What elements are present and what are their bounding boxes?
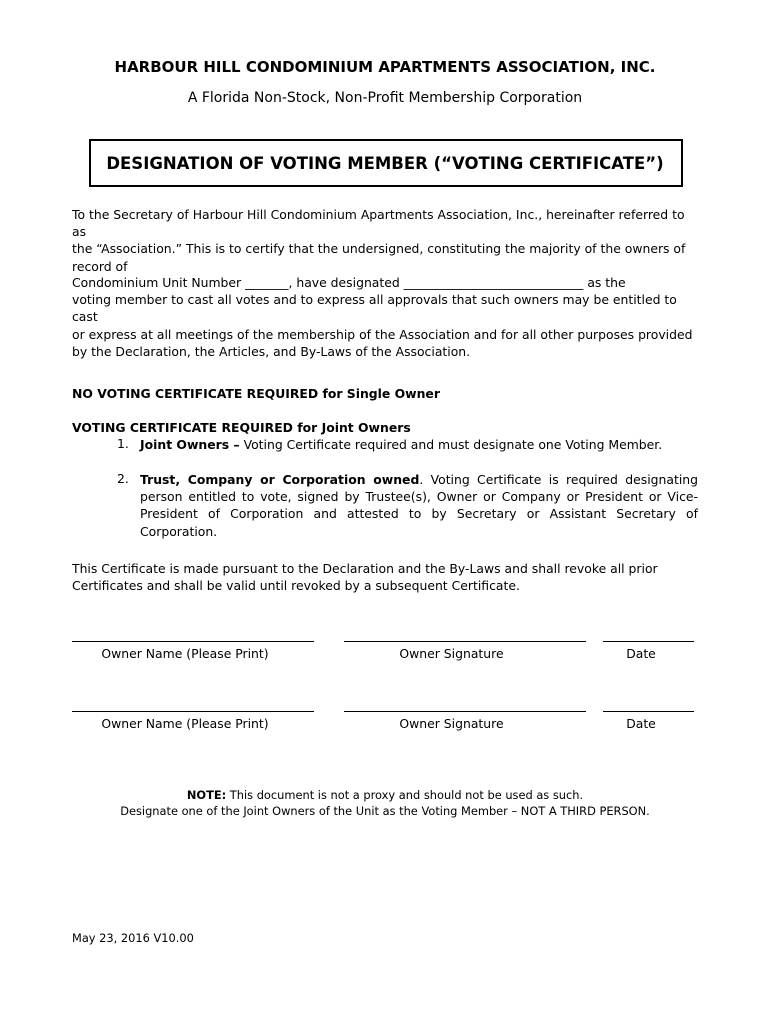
intro-line: the “Association.” This is to certify that the undersigned, constituting the majority of the owners of xyxy=(72,241,686,257)
designation-line: by the Declaration, the Articles, and By-Laws of the Association. xyxy=(72,343,471,359)
designation-paragraph xyxy=(72,274,700,360)
list-item-label: Trust, Company or Corporation owned xyxy=(140,472,420,487)
list-number: 2. xyxy=(117,471,129,486)
closing-line: Certificates and shall be valid until revoked by a subsequent Certificate. xyxy=(72,578,520,594)
as-the-text: as the xyxy=(587,275,626,290)
list-number: 1. xyxy=(117,436,129,451)
owner-name-line[interactable] xyxy=(72,641,314,642)
closing-line: This Certificate is made pursuant to the Declaration and the By-Laws and shall revoke all prior xyxy=(72,561,658,576)
intro-line: To the Secretary of Harbour Hill Condominium Apartments Association, Inc., hereinafter referred to as xyxy=(72,207,685,240)
owner-name-label: Owner Name (Please Print) xyxy=(101,646,269,661)
intro-line: record of xyxy=(72,258,128,274)
note xyxy=(0,787,770,819)
designation-line: voting member to cast all votes and to express all approvals that such owners may be entitled to cast xyxy=(72,292,677,325)
note-text: This document is not a proxy and should not be used as such. xyxy=(226,788,584,802)
list-item-text: . Voting Certificate is required designating xyxy=(419,472,698,487)
list-item-trust-company xyxy=(140,471,698,540)
list-item-line xyxy=(140,471,698,488)
owner-signature-line[interactable] xyxy=(344,641,586,642)
date-line[interactable] xyxy=(603,641,694,642)
voting-member-field[interactable]: _____________________________ xyxy=(403,275,584,290)
owner-name-label: Owner Name (Please Print) xyxy=(101,716,269,731)
unit-number-field[interactable]: _______ xyxy=(245,275,289,290)
date-label: Date xyxy=(626,716,656,731)
organization-subtitle: A Florida Non-Stock, Non-Profit Membership Corporation xyxy=(187,90,583,106)
designated-text: , have designated xyxy=(288,275,400,290)
date-label: Date xyxy=(626,646,656,661)
unit-number-label: Condominium Unit Number xyxy=(72,275,242,290)
list-item-label: Joint Owners – xyxy=(140,437,240,452)
intro-paragraph xyxy=(72,206,700,275)
list-item-line: person entitled to vote, signed by Trustee(s), Owner or Company or President or Vice- xyxy=(140,489,698,505)
owner-signature-line[interactable] xyxy=(344,711,586,712)
note-line: Designate one of the Joint Owners of the Unit as the Voting Member – NOT A THIRD PERSON. xyxy=(120,804,650,818)
joint-owners-heading: VOTING CERTIFICATE REQUIRED for Joint Owners xyxy=(72,420,411,435)
list-item-line: Corporation. xyxy=(140,523,218,539)
owner-signature-label: Owner Signature xyxy=(399,646,504,661)
list-item-text: Voting Certificate required and must designate one Voting Member. xyxy=(239,437,663,452)
note-label: NOTE: xyxy=(186,788,227,802)
version-date: May 23, 2016 V10.00 xyxy=(72,931,194,945)
form-title: DESIGNATION OF VOTING MEMBER (“VOTING CERTIFICATE”) xyxy=(106,154,664,173)
list-item-line: President of Corporation and attested to by Secretary or Assistant Secretary of xyxy=(140,506,698,522)
organization-name: HARBOUR HILL CONDOMINIUM APARTMENTS ASSOCIATION, INC. xyxy=(114,58,656,76)
single-owner-rule: NO VOTING CERTIFICATE REQUIRED for Single Owner xyxy=(72,386,440,401)
list-item-joint-owners xyxy=(140,436,700,453)
closing-paragraph xyxy=(72,560,700,594)
owner-signature-label: Owner Signature xyxy=(399,716,504,731)
owner-name-line[interactable] xyxy=(72,711,314,712)
designation-line xyxy=(72,274,700,291)
designation-line: or express at all meetings of the membership of the Association and for all other purposes provided xyxy=(72,326,693,342)
note-line xyxy=(0,787,770,803)
date-line[interactable] xyxy=(603,711,694,712)
